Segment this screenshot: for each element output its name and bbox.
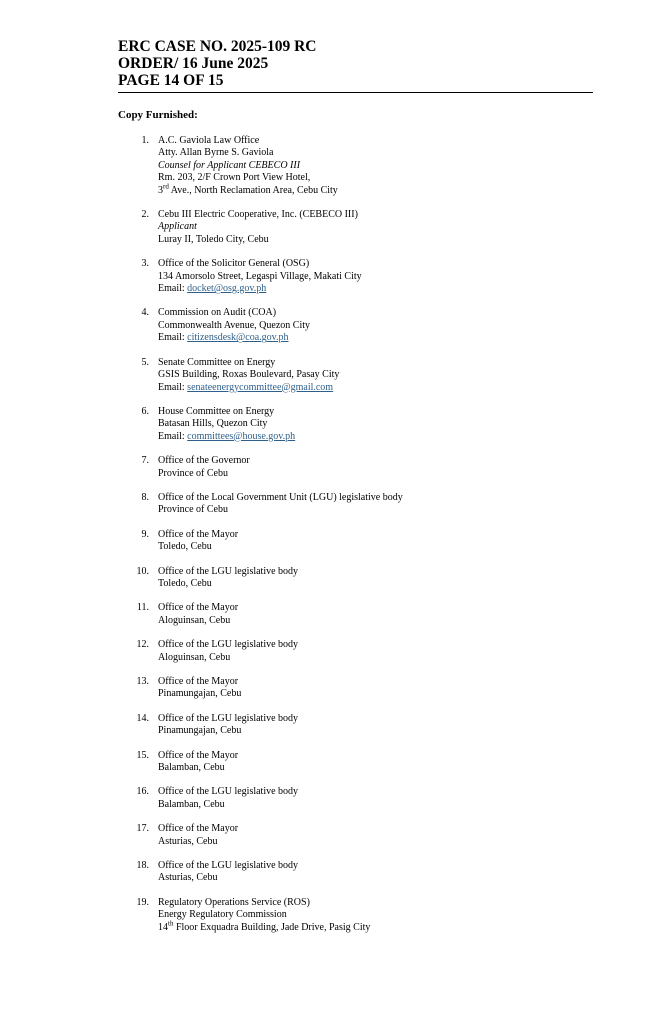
recipient-line: Office of the LGU legislative body: [158, 860, 299, 872]
list-item: [118, 566, 593, 591]
list-item: [118, 455, 593, 480]
recipient-line: Office of the LGU legislative body: [158, 565, 299, 577]
email-line: [158, 431, 593, 443]
list-item-number: 16.: [136, 786, 149, 798]
list-item: [118, 897, 593, 934]
recipient-line: Balamban, Cebu: [158, 798, 225, 810]
recipient-line: Aloguinsan, Cebu: [158, 651, 231, 663]
designation-line: Counsel for Applicant CEBECO III: [158, 159, 301, 171]
list-item: [118, 860, 593, 885]
recipient-line: Luray II, Toledo City, Cebu: [158, 233, 269, 245]
list-item-number: 8.: [141, 491, 149, 503]
recipient-line: GSIS Building, Roxas Boulevard, Pasay City: [158, 369, 340, 381]
recipient-line: Senate Committee on Energy: [158, 356, 276, 368]
case-number: ERC CASE NO. 2025-109 RC: [118, 38, 317, 55]
recipient-block: [158, 713, 593, 738]
recipient-line: Office of the Mayor: [158, 528, 239, 540]
recipient-line: Office of the LGU legislative body: [158, 639, 299, 651]
recipient-line: Energy Regulatory Commission: [158, 909, 287, 921]
recipient-line: Office of the Local Government Unit (LGU) legislative body: [158, 491, 403, 503]
list-item-number: 19.: [136, 896, 149, 908]
address-text: Ave., North Reclamation Area, Cebu City: [168, 184, 338, 196]
recipient-line: Office of the Mayor: [158, 823, 239, 835]
recipient-block: [158, 307, 593, 344]
copy-furnished-title: Copy Furnished:: [118, 109, 198, 121]
designation-line: Applicant: [158, 221, 197, 233]
recipient-block: [158, 406, 593, 443]
email-link[interactable]: citizensdesk@coa.gov.ph: [187, 332, 289, 344]
recipient-block: [158, 455, 593, 480]
ordinal-number: 3: [158, 184, 163, 196]
email-link[interactable]: docket@osg.gov.ph: [187, 283, 267, 295]
recipient-block: [158, 209, 593, 246]
recipient-line: Office of the Governor: [158, 455, 250, 467]
list-item-number: 10.: [136, 565, 149, 577]
list-item-number: 14.: [136, 712, 149, 724]
recipient-line: Office of the Mayor: [158, 749, 239, 761]
recipient-line: Atty. Allan Byrne S. Gaviola: [158, 147, 274, 159]
recipient-line: Asturias, Cebu: [158, 835, 218, 847]
recipient-block: [158, 897, 593, 934]
recipient-line: Toledo, Cebu: [158, 541, 212, 553]
list-item-number: 18.: [136, 860, 149, 872]
list-item: [118, 135, 593, 197]
email-line: [158, 382, 593, 394]
copy-furnished-list: [118, 135, 593, 946]
recipient-block: [158, 750, 593, 775]
email-label: Email:: [158, 283, 188, 295]
recipient-block: [158, 676, 593, 701]
page-header: [118, 38, 593, 89]
ordinal-suffix: rd: [163, 182, 169, 191]
recipient-line: Pinamungajan, Cebu: [158, 688, 242, 700]
list-item: [118, 492, 593, 517]
recipient-line: Aloguinsan, Cebu: [158, 614, 231, 626]
list-item-number: 15.: [136, 749, 149, 761]
page-number: PAGE 14 OF 15: [118, 72, 224, 89]
email-link[interactable]: committees@house.gov.ph: [187, 430, 296, 442]
email-label: Email:: [158, 430, 188, 442]
list-item: [118, 786, 593, 811]
recipient-line: Pinamungajan, Cebu: [158, 725, 242, 737]
recipient-line: Office of the Mayor: [158, 602, 239, 614]
recipient-line: Office of the LGU legislative body: [158, 712, 299, 724]
list-item: [118, 357, 593, 394]
recipient-line: Batasan Hills, Quezon City: [158, 418, 268, 430]
recipient-block: [158, 566, 593, 591]
list-item: [118, 307, 593, 344]
recipient-block: [158, 823, 593, 848]
list-item-number: 13.: [136, 676, 149, 687]
recipient-line: Cebu III Electric Cooperative, Inc. (CEBECO III): [158, 209, 358, 221]
list-item-number: 12.: [136, 639, 149, 651]
list-item-number: 3.: [141, 258, 149, 270]
list-item-number: 7.: [141, 455, 149, 467]
list-item: [118, 639, 593, 664]
list-item: [118, 713, 593, 738]
recipient-block: [158, 529, 593, 554]
recipient-block: [158, 860, 593, 885]
email-label: Email:: [158, 381, 188, 393]
recipient-block: [158, 786, 593, 811]
address-line: [158, 182, 593, 197]
list-item: [118, 406, 593, 443]
address-line: [158, 919, 593, 934]
recipient-block: [158, 639, 593, 664]
list-item-number: 5.: [141, 356, 149, 368]
recipient-line: Regulatory Operations Service (ROS): [158, 896, 310, 908]
list-item: [118, 209, 593, 246]
list-item: [118, 602, 593, 627]
ordinal-suffix: th: [168, 919, 174, 928]
list-item-number: 11.: [136, 602, 149, 614]
list-item: [118, 529, 593, 554]
recipient-block: [158, 602, 593, 627]
recipient-line: Office of the LGU legislative body: [158, 786, 299, 798]
ordinal-number: 14: [158, 921, 168, 933]
list-item: [118, 258, 593, 295]
list-item: [118, 676, 593, 701]
recipient-line: Office of the Mayor: [158, 676, 239, 687]
recipient-block: [158, 135, 593, 197]
recipient-line: Balamban, Cebu: [158, 762, 225, 774]
email-label: Email:: [158, 332, 188, 344]
order-date: ORDER/ 16 June 2025: [118, 55, 269, 72]
email-line: [158, 283, 593, 295]
recipient-block: [158, 492, 593, 517]
list-item-number: 1.: [141, 135, 149, 146]
recipient-line: Office of the Solicitor General (OSG): [158, 258, 310, 270]
recipient-line: A.C. Gaviola Law Office: [158, 135, 260, 146]
recipient-line: Commonwealth Avenue, Quezon City: [158, 319, 311, 331]
recipient-line: House Committee on Energy: [158, 405, 275, 417]
recipient-line: Province of Cebu: [158, 467, 228, 479]
recipient-line: Rm. 203, 2/F Crown Port View Hotel,: [158, 172, 311, 184]
list-item: [118, 823, 593, 848]
recipient-line: Asturias, Cebu: [158, 872, 218, 884]
email-line: [158, 332, 593, 344]
recipient-line: Province of Cebu: [158, 504, 228, 516]
header-divider: [118, 92, 593, 93]
recipient-line: Commission on Audit (COA): [158, 307, 277, 319]
recipient-line: 134 Amorsolo Street, Legaspi Village, Makati City: [158, 270, 362, 282]
recipient-block: [158, 357, 593, 394]
list-item-number: 9.: [141, 528, 149, 540]
email-link[interactable]: senateenergycommittee@gmail.com: [187, 381, 334, 393]
list-item-number: 17.: [136, 823, 149, 835]
list-item-number: 2.: [141, 209, 149, 221]
list-item: [118, 750, 593, 775]
recipient-block: [158, 258, 593, 295]
recipient-line: Toledo, Cebu: [158, 577, 212, 589]
list-item-number: 6.: [141, 405, 149, 417]
address-text: Floor Exquadra Building, Jade Drive, Pasig City: [173, 921, 371, 933]
list-item-number: 4.: [141, 307, 149, 319]
